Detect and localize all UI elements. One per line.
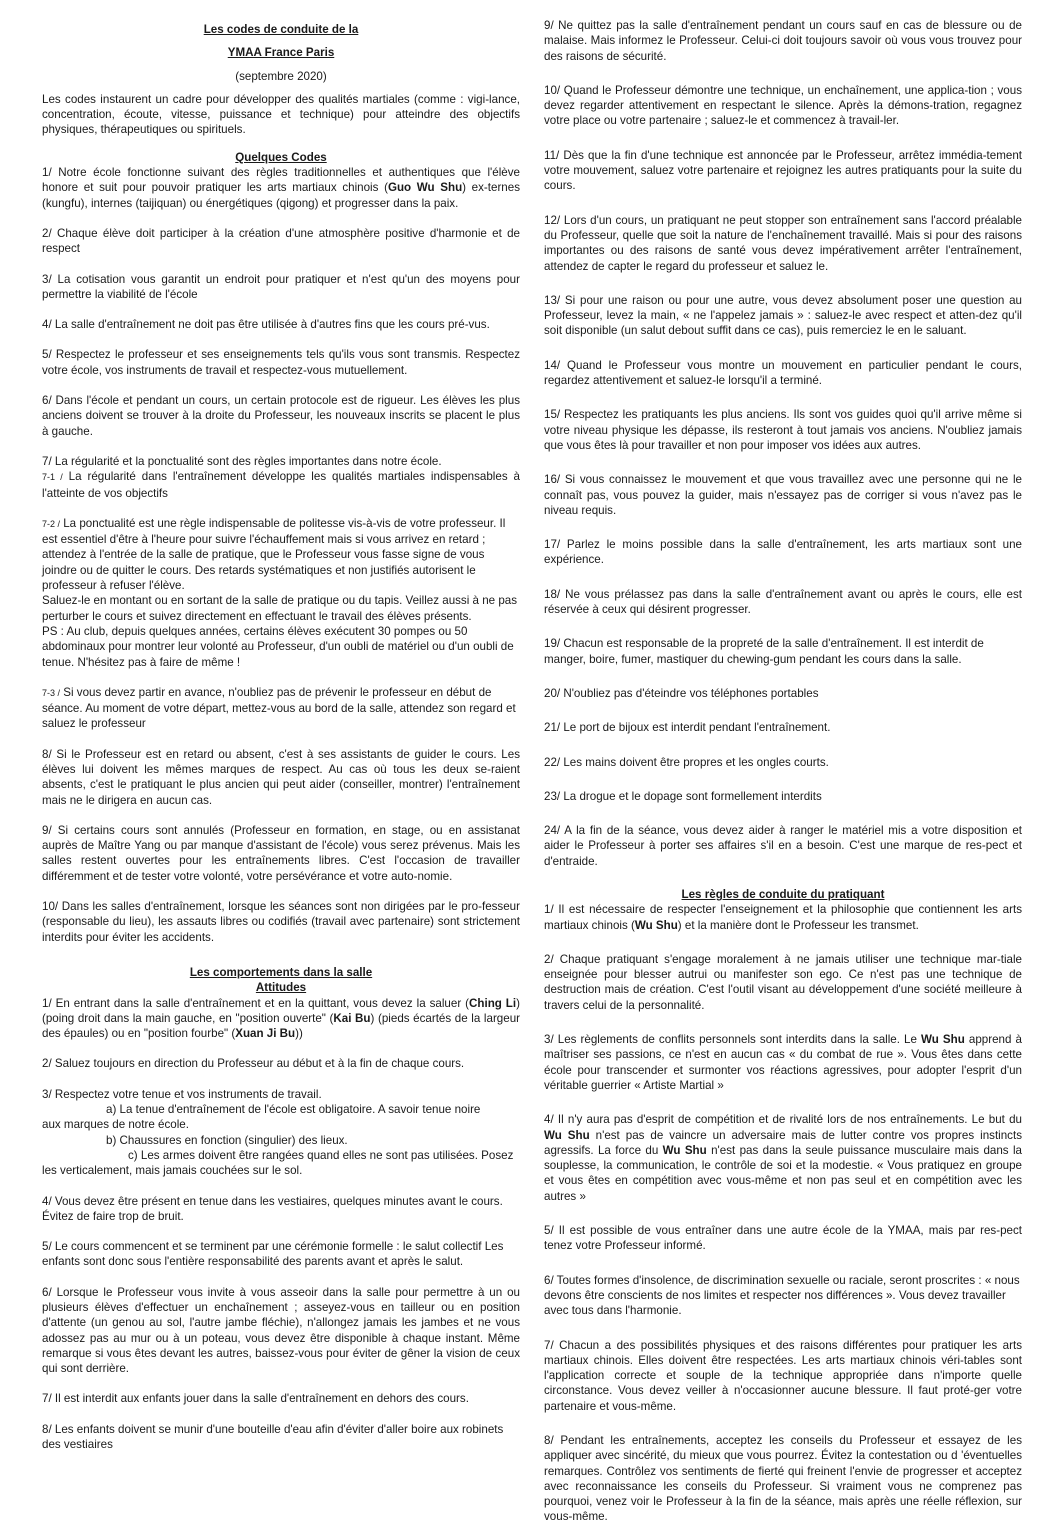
section-heading-quelques-codes: Quelques Codes <box>235 150 327 164</box>
attitude-12: 12/ Lors d'un cours, un pratiquant ne peut stopper son entraînement sans l'accord préalable du Professeur, quelle que soit la nature de l'enchaînement travaillé. Mais si pour des raisons importantes ou des raisons de santé vous devez impérativement arrêter l'entraînement, attendez de capter le regard du professeur et saluez le. <box>544 213 1022 273</box>
code-9: 9/ Si certains cours sont annulés (Professeur en formation, en stage, ou en assistanat auprès de Maître Yang ou par manque d'assistant de l'école) vous serez prévenus. Mais les salles restent ouvertes pour les entraînements libres. C'est l'occasion de travailler différemment et de tester votre volonté, votre persévérance et votre auto-nomie. <box>42 823 520 883</box>
attitude-3a: a) La tenue d'entraînement de l'école est obligatoire. A savoir tenue noire <box>106 1103 481 1117</box>
intro-paragraph: Les codes instaurent un cadre pour développer des qualités martiales (comme : vigi-lance, concentration, écoute, vitesse, puissance et technique) pour atteindre des objectifs physiques, thérapeutiques ou spirituels. <box>42 92 520 137</box>
attitude-20: 20/ N'oubliez pas d'éteindre vos téléphones portables <box>544 686 819 700</box>
rule-6: 6/ Toutes formes d'insolence, de discrimination sexuelle ou raciale, seront proscrites : « nous devons être conscients de nos limites et respecter nos différences ». Vous devez travailler avec tous dans l'harmonie. <box>544 1273 1020 1318</box>
code-7-1: 7-1 / La régularité dans l'entraînement développe les qualités martiales indispensables à l'atteinte de vos objectifs <box>42 470 520 500</box>
right-column <box>544 18 1022 1525</box>
rule-8: 8/ Pendant les entraînements, acceptez les conseils du Professeur et essayez de les appliquer avec sincérité, du mieux que vous pourrez. Évitez la contestation ou d 'éventuelles remarques. Contrôlez vos sentiments de fierté qui freinent l'envie de progresser et acceptez avec reconnaissance les conseils du Professeur. Si vraiment vous ne comprenez pas pourquoi, venez voir le Professeur à la fin de la séance, mais après une réelle réflexion, sur vous-même. <box>544 1434 1022 1524</box>
attitude-17: 17/ Parlez le moins possible dans la salle d'entraînement, les arts martiaux sont une expérience. <box>544 538 1022 567</box>
code-6: 6/ Dans l'école et pendant un cours, un certain protocole est de rigueur. Les élèves les plus anciens doivent se trouver à la droite du Professeur, les nouveaux inscrits se placent le plus à gauche. <box>42 394 520 438</box>
attitude-23: 23/ La drogue et le dopage sont formellement interdits <box>544 789 822 803</box>
document-title-line2: YMAA France Paris <box>227 46 335 60</box>
code-10: 10/ Dans les salles d'entraînement, lorsque les séances sont non dirigées par le pro-fesseur (responsable du lieu), les assauts libres ou codifiés (travail avec partenaire) sont strictement interdits pour éviter les accidents. <box>42 900 520 944</box>
code-7-2-salut: Saluez-le en montant ou en sortant de la salle de pratique ou du tapis. Veillez aussi à ne pas perturber le cours et suivez directement en effectuant le travail des élèves présents. <box>42 594 518 623</box>
attitude-3c-cont: les verticalement, mais jamais couchées sur le sol. <box>42 1164 303 1178</box>
attitude-16: 16/ Si vous connaissez le mouvement et que vous travaillez avec une personne qui ne le connaît pas, vous pouvez la guider, mais n'essayez pas de corriger si vous n'avez pas le niveau requis. <box>544 473 1022 517</box>
attitude-15: 15/ Respectez les pratiquants les plus anciens. Ils sont vos guides quoi qu'il arrive même si votre niveau physique les dépasse, ils resteront à tout jamais vos anciens. N'oubliez jamais que vous êtes là pour travailler et non pour imposer vos idées aux autres. <box>544 408 1022 452</box>
code-3: 3/ La cotisation vous garantit un endroit pour pratiquer et n'est qu'un des moyens pour permettre la viabilité de l'école <box>42 272 520 301</box>
rule-2: 2/ Chaque pratiquant s'engage moralement à ne jamais utiliser une technique mar-tiale enseignée pour blesser autrui ou manifester son ego. Ce n'est pas une technique de destruction mais de création. C'est l'outil visant au développement d'une société meilleure à travers celui de la personnalité. <box>544 952 1022 1012</box>
document-page <box>42 18 1025 1524</box>
attitude-3c: c) Les armes doivent être rangées quand elles ne sont pas utilisées. Posez <box>128 1148 514 1162</box>
attitude-21: 21/ Le port de bijoux est interdit pendant l'entraînement. <box>544 721 831 735</box>
rule-4: 4/ Il n'y aura pas d'esprit de compétition et de rivalité lors de nos entraînements. Le but du Wu Shu n'est pas de vaincre un adversaire mais de lutter contre vos propres instincts agressifs. La force du Wu Shu n'est pas dans la seule puissance musculaire mais dans la souplesse, la communication, le contrôle de soi et la modestie. « Vous pratiquez en groupe et vous êtes en compétition avec vous-même et non pas seul et en compétition avec les autres » <box>544 1113 1023 1203</box>
document-date: (septembre 2020) <box>235 69 327 83</box>
left-column <box>42 18 520 1452</box>
attitude-14: 14/ Quand le Professeur vous montre un mouvement en particulier pendant le cours, regardez attentivement et saluez-le lorsqu'il a terminé. <box>544 358 1022 388</box>
attitude-1: 1/ En entrant dans la salle d'entraînement et en la quittant, vous devez la saluer (Ching Li) (poing droit dans la main gauche, en "position ouverte" (Kai Bu) (pieds écartés de la largeur des épaules) ou en "position fourbe" (Xuan Ji Bu)) <box>42 996 521 1041</box>
attitude-11: 11/ Dès que la fin d'une technique est annoncée par le Professeur, arrêtez immédia-tement votre mouvement, saluez votre partenaire et rejoignez les autres pratiquants pour la suite du cours. <box>544 148 1022 193</box>
code-7-2: 7-2 / La ponctualité est une règle indispensable de politesse vis-à-vis de votre professeur. Il est essentiel d'être à l'heure pour suivre l'échauffement mais si vous arrivez en retard ; attendez à l'entrée de la salle de pratique, que le Professeur vous fasse signe de vous joindre ou de quitter le cours. Des retards systématiques et non justifiés autorisent le professeur à refuser l'élève. <box>42 516 506 593</box>
attitude-4: 4/ Vous devez être présent en tenue dans les vestiaires, quelques minutes avant le cours. Évitez de faire trop de bruit. <box>42 1194 503 1223</box>
attitude-3b: b) Chaussures en fonction (singulier) des lieux. <box>106 1133 348 1147</box>
document-title-line1: Les codes de conduite de la <box>203 23 359 36</box>
code-2: 2/ Chaque élève doit participer à la création d'une atmosphère positive d'harmonie et de respect <box>42 226 520 256</box>
code-1: 1/ Notre école fonctionne suivant des règles traditionnelles et authentiques que l'élève honore et suit pour pouvoir pratiquer les arts martiaux chinois (Guo Wu Shu) ex-ternes (kungfu), internes (taijiquan) ou énergétiques (qigong) et progresser dans la paix. <box>42 166 521 210</box>
attitude-10: 10/ Quand le Professeur démontre une technique, un enchaînement, une applica-tion ; vous devez regarder attentivement en respectant le silence. Après la démons-tration, regagnez votre place ou votre partenaire ; saluez-le et commencez à travail-ler. <box>544 83 1022 128</box>
attitude-24: 24/ A la fin de la séance, vous devez aider à ranger le matériel mis a votre disposition et aider le Professeur à porter ses affaires s'il en a besoin. C'est une marque de res-pect et d'entraide. <box>544 824 1022 868</box>
attitude-6: 6/ Lorsque le Professeur vous invite à vous asseoir dans la salle pour permettre à un ou plusieurs élèves d'effectuer un enchaînement ; asseyez-vous en tailleur ou en position d'attente (un genou au sol, l'autre jambe fléchie), n'allongez jamais les jambes et ne vous adossez pas au mur ou à un poteau, vous devez être disponible à chaque instant. Même remarque si vous êtes devant les autres, baissez-vous pour éviter de gêner la vision de ceux qui sont derrière. <box>42 1285 520 1376</box>
section-heading-pratiquant: Les règles de conduite du pratiquant <box>681 887 885 901</box>
attitude-3: 3/ Respectez votre tenue et vos instruments de travail. <box>42 1087 322 1101</box>
attitude-5: 5/ Le cours commencent et se terminent par une cérémonie formelle : le salut collectif Les enfants sont donc sous l'entière responsabilité des parents avant et après le salut. <box>42 1240 504 1269</box>
code-8: 8/ Si le Professeur est en retard ou absent, c'est à ses assistants de guider le cours. Les élèves lui doivent les mêmes marques de respect. Au cas où tous les deux se-raient absents, c'est le pratiquant le plus ancien qui peut aider (conseiller, montrer) l'entraînement mais ne le dirigera en aucun cas. <box>42 747 520 807</box>
code-7: 7/ La régularité et la ponctualité sont des règles importantes dans notre école. <box>42 454 442 468</box>
attitude-19: 19/ Chacun est responsable de la propreté de la salle d'entraînement. Il est interdit de manger, boire, fumer, mastiquer du chewing-gum pendant les cours dans la salle. <box>544 637 984 666</box>
attitude-2: 2/ Saluez toujours en direction du Professeur au début et à la fin de chaque cours. <box>42 1057 465 1071</box>
attitude-3a-cont: aux marques de notre école. <box>42 1118 189 1132</box>
rule-1: 1/ Il est nécessaire de respecter l'enseignement et la philosophie que contiennent les arts martiaux chinois (Wu Shu) et la manière dont le Professeur les transmet. <box>544 903 1022 932</box>
code-5: 5/ Respectez le professeur et ses enseignements tels qu'ils vous sont transmis. Respectez votre école, vos instruments de travail et respectez-vous mutuellement. <box>42 348 520 377</box>
section-heading-comportements: Les comportements dans la salle <box>189 965 373 979</box>
code-4: 4/ La salle d'entraînement ne doit pas être utilisée à d'autres fins que les cours pré-vus. <box>42 318 490 332</box>
section-heading-attitudes: Attitudes <box>255 981 307 995</box>
rule-5: 5/ Il est possible de vous entraîner dans une autre école de la YMAA, mais par res-pect tenez votre Professeur informé. <box>544 1224 1022 1253</box>
attitude-13: 13/ Si pour une raison ou pour une autre, vous devez absolument poser une question au Professeur, levez la main, « ne l'appelez jamais » : saluez-le avec respect et atten-dez qu'il soit disponible (un salut debout suffit dans ce cas), puis remerciez le en le saluant. <box>544 293 1022 338</box>
attitude-22: 22/ Les mains doivent être propres et les ongles courts. <box>544 755 829 769</box>
code-7-2-ps: PS : Au club, depuis quelques années, certains élèves exécutent 30 pompes ou 50 abdominaux pour montrer leur volonté au Professeur, d'un oubli de matériel ou d'un oubli de tenue. N'hésitez pas à faire de même ! <box>42 624 514 669</box>
rule-3: 3/ Les règlements de conflits personnels sont interdits dans la salle. Le Wu Shu apprend à maîtriser ses passions, ce n'est en aucun cas « du combat de rue ». Vous êtes dans cette école pour transcender et surmonter vos réactions agressives, pour adopter l'esprit d'un véritable guerrier « Artiste Martial » <box>544 1033 1022 1092</box>
rule-7: 7/ Chacun a des possibilités physiques et des raisons différentes pour pratiquer les arts martiaux chinois. Elles doivent être respectées. Les arts martiaux chinois véri-tables sont l'application correcte et souple de la technique appropriée dans n'importe quelle circonstance. Vous devez veiller à n'occasionner aucune blessure. Il faut proté-ger votre partenaire et vous-même. <box>544 1338 1022 1413</box>
code-7-3: 7-3 / Si vous devez partir en avance, n'oubliez pas de prévenir le professeur en début de séance. Au moment de votre départ, mettez-vous au bord de la salle, attendez son regard et saluez le professeur <box>42 685 516 731</box>
attitude-8: 8/ Les enfants doivent se munir d'une bouteille d'eau afin d'éviter d'aller boire aux robinets des vestiaires <box>42 1422 504 1452</box>
attitude-7: 7/ Il est interdit aux enfants jouer dans la salle d'entraînement en dehors des cours. <box>42 1392 469 1406</box>
attitude-18: 18/ Ne vous prélassez pas dans la salle d'entraînement avant ou après le cours, elle est réservée à ceux qui désirent progresser. <box>544 587 1022 617</box>
attitude-9: 9/ Ne quittez pas la salle d'entraînement pendant un cours sauf en cas de blessure ou de malaise. Mais informez le Professeur. Celui-ci doit toujours savoir où vous vous trouvez pour des raisons de sécurité. <box>544 19 1022 63</box>
